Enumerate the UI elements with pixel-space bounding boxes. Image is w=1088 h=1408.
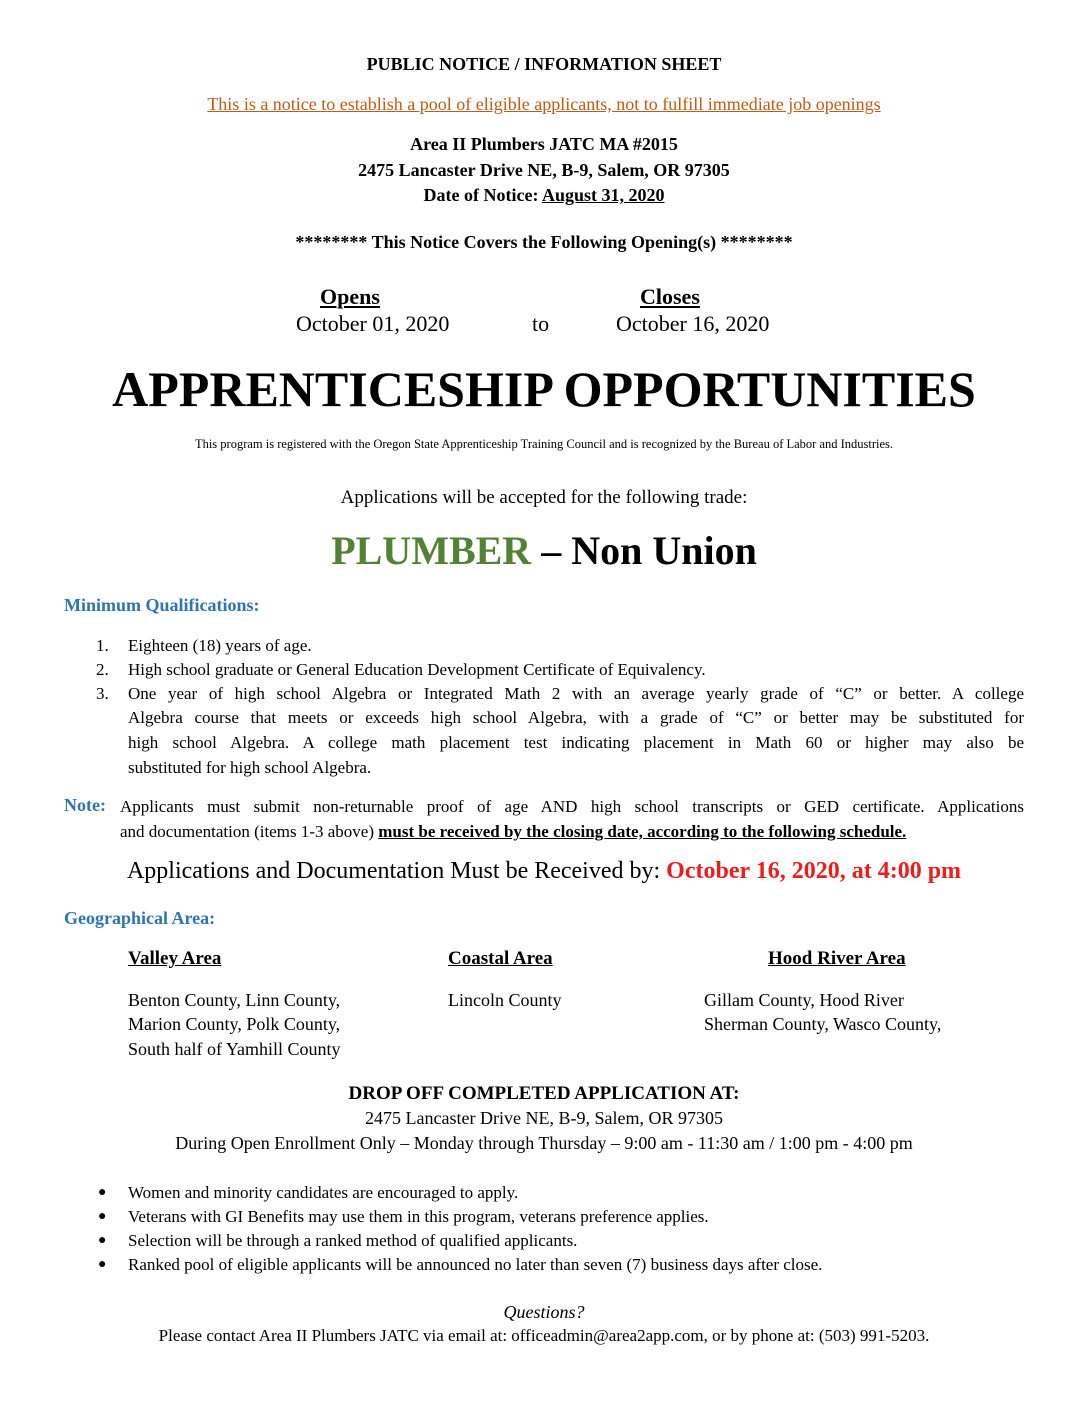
qualification-item: High school graduate or General Education Development Certificate of Equivalency. bbox=[128, 660, 706, 679]
date-label: Date of Notice: bbox=[423, 185, 539, 205]
note-line-2 bbox=[120, 820, 1040, 844]
banner-title: APPRENTICESHIP OPPORTUNITIES bbox=[112, 361, 976, 417]
qualification-number: 2. bbox=[96, 660, 109, 679]
area-county-line: Lincoln County bbox=[448, 990, 562, 1010]
bullet-icon: ● bbox=[98, 1209, 107, 1224]
deadline-label: Applications and Documentation Must be Received by: bbox=[126, 858, 667, 884]
opens-label: Opens bbox=[320, 284, 380, 309]
notice-date bbox=[0, 185, 1088, 206]
covers-line: ******** This Notice Covers the Following Opening(s) ******** bbox=[295, 232, 793, 252]
accepted-line: Applications will be accepted for the following trade: bbox=[340, 487, 748, 508]
bullet-item: Selection will be through a ranked method of qualified applicants. bbox=[128, 1231, 578, 1250]
area-county-line: South half of Yamhill County bbox=[128, 1039, 341, 1059]
area-county-line: Marion County, Polk County, bbox=[128, 1014, 341, 1034]
area-county-line: Benton County, Linn County, bbox=[128, 990, 341, 1010]
qualification-number: 1. bbox=[96, 636, 109, 655]
qualification-item-line: substituted for high school Algebra. bbox=[128, 758, 372, 777]
note-line-1: Applicants must submit non-returnable proof of age AND high school transcripts or GED certificate. Applications bbox=[120, 797, 1024, 816]
trade-heading bbox=[0, 527, 1088, 575]
pool-notice: This is a notice to establish a pool of eligible applicants, not to fulfill immediate job openings bbox=[207, 94, 881, 114]
closes-date: October 16, 2020 bbox=[616, 311, 770, 336]
area-name-coastal: Coastal Area bbox=[448, 948, 553, 969]
area-name-valley: Valley Area bbox=[128, 948, 222, 969]
dropoff-heading: DROP OFF COMPLETED APPLICATION AT: bbox=[348, 1083, 740, 1104]
qualification-item: Eighteen (18) years of age. bbox=[128, 636, 312, 655]
qualification-number: 3. bbox=[96, 684, 109, 703]
trade-suffix: – Non Union bbox=[531, 528, 757, 573]
dropoff-address: 2475 Lancaster Drive NE, B-9, Salem, OR 97305 bbox=[365, 1108, 723, 1128]
bullet-icon: ● bbox=[98, 1233, 107, 1248]
qualification-item-line: One year of high school Algebra or Integrated Math 2 with an average yearly grade of “C” or better. A college bbox=[128, 684, 1024, 703]
area-county-line: Gillam County, Hood River bbox=[704, 990, 904, 1010]
qualifications-heading: Minimum Qualifications: bbox=[64, 595, 260, 615]
registration-line: This program is registered with the Oregon State Apprenticeship Training Council and is recognized by the Bureau of Labor and Industries. bbox=[194, 437, 894, 451]
note-emphasis: must be received by the closing date, according to the following schedule. bbox=[378, 822, 907, 841]
dropoff-hours: During Open Enrollment Only – Monday through Thursday – 9:00 am - 11:30 am / 1:00 pm - 4:00 pm bbox=[175, 1133, 913, 1153]
to-label: to bbox=[532, 311, 550, 336]
area-county-line: Sherman County, Wasco County, bbox=[704, 1014, 942, 1034]
geography-heading: Geographical Area: bbox=[64, 908, 216, 928]
bullet-item: Women and minority candidates are encouraged to apply. bbox=[128, 1183, 519, 1202]
deadline-value: October 16, 2020, at 4:00 pm bbox=[666, 858, 962, 884]
date-value: August 31, 2020 bbox=[541, 185, 665, 205]
bullet-item: Veterans with GI Benefits may use them in this program, veterans preference applies. bbox=[128, 1207, 709, 1226]
qualification-item-line: high school Algebra. A college math placement test indicating placement in Math 60 or higher may also be bbox=[128, 733, 1024, 752]
bullet-icon: ● bbox=[98, 1257, 107, 1272]
opens-date: October 01, 2020 bbox=[296, 311, 450, 336]
bullet-item: Ranked pool of eligible applicants will be announced no later than seven (7) business days after close. bbox=[128, 1255, 823, 1274]
org-address: 2475 Lancaster Drive NE, B-9, Salem, OR 97305 bbox=[358, 160, 730, 180]
bullet-icon: ● bbox=[98, 1185, 107, 1200]
closes-label: Closes bbox=[640, 284, 700, 309]
trade-word: PLUMBER bbox=[331, 528, 532, 573]
questions-label: Questions? bbox=[503, 1302, 585, 1322]
note-plain-text: and documentation (items 1-3 above) bbox=[120, 822, 379, 841]
note-label: Note: bbox=[64, 795, 106, 815]
notice-title: PUBLIC NOTICE / INFORMATION SHEET bbox=[366, 54, 722, 74]
contact-line: Please contact Area II Plumbers JATC via email at: officeadmin@area2app.com, or by phone at: (503) 991-5203. bbox=[158, 1326, 930, 1345]
deadline-line bbox=[0, 858, 1088, 885]
qualification-item-line: Algebra course that meets or exceeds high school Algebra, with a grade of “C” or better may be substituted for bbox=[128, 708, 1024, 727]
area-name-hood-river: Hood River Area bbox=[768, 948, 906, 969]
org-name: Area II Plumbers JATC MA #2015 bbox=[410, 134, 678, 154]
